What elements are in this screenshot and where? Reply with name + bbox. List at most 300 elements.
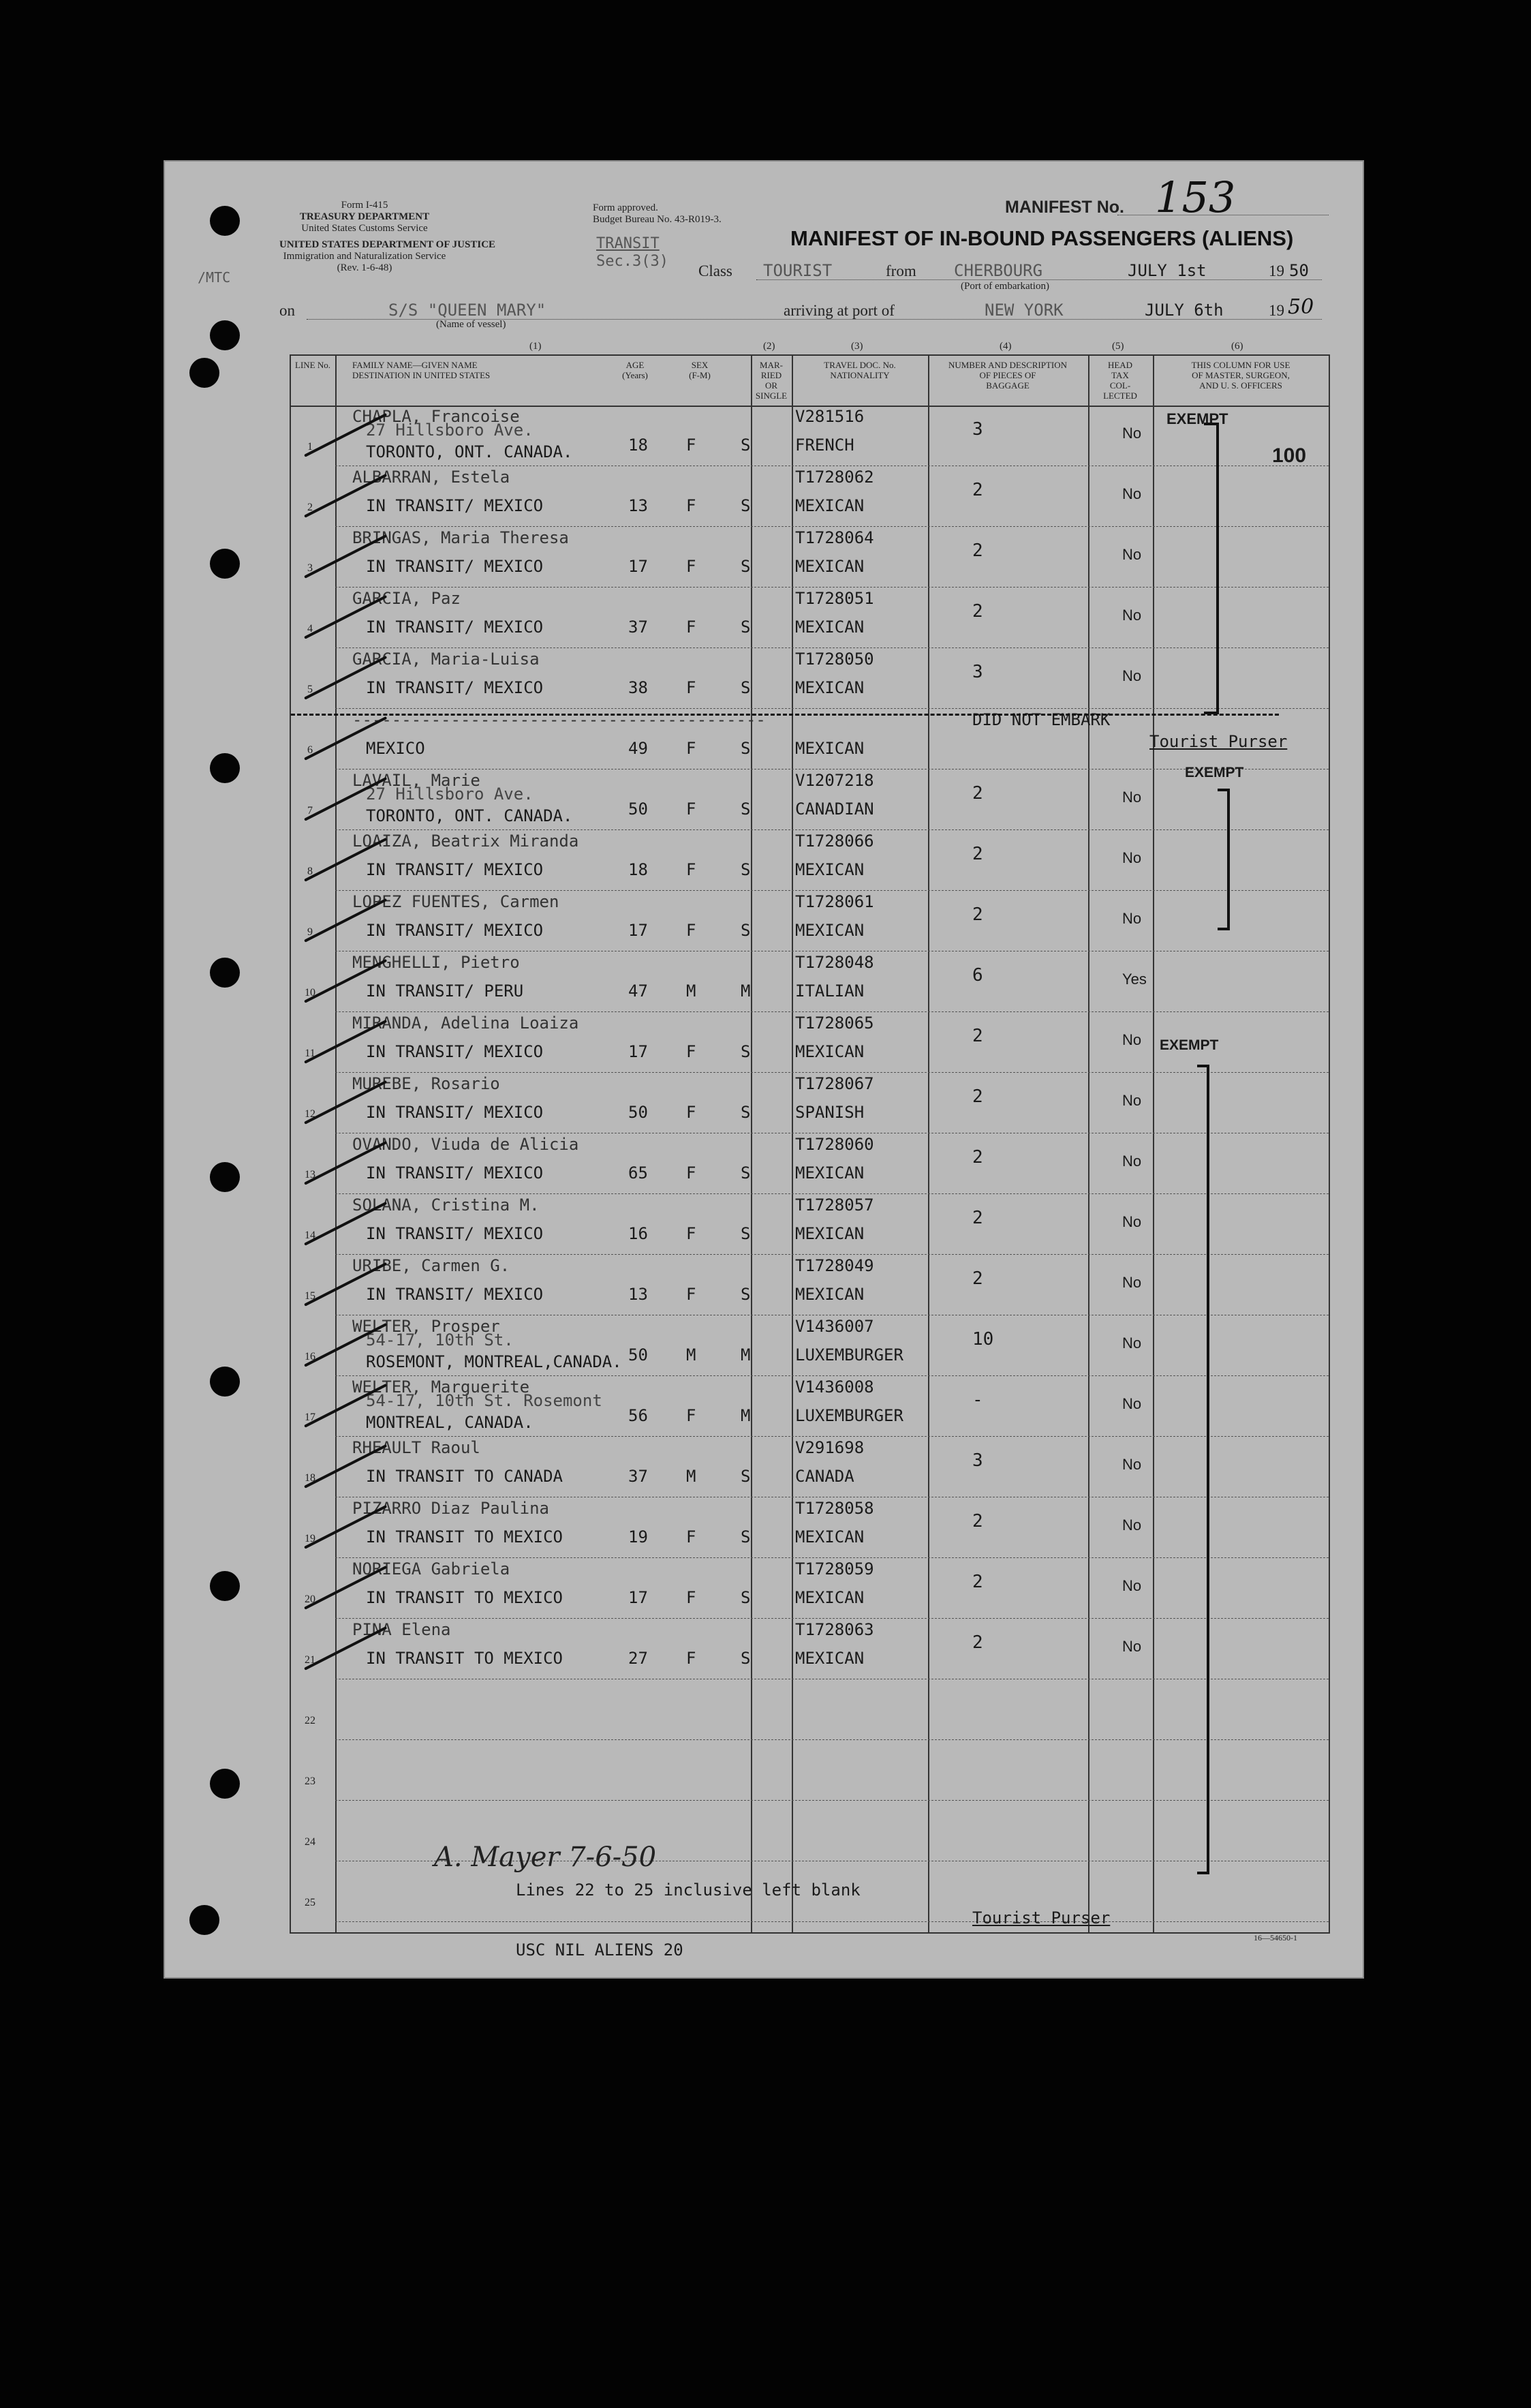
travel-document: T1728065 <box>795 1014 874 1033</box>
line-number: 5 <box>307 684 313 695</box>
marital-status: S <box>741 799 751 819</box>
age: 17 <box>628 921 648 940</box>
head-tax: No <box>1122 485 1142 502</box>
nationality: MEXICAN <box>795 1163 865 1183</box>
exempt-bracket <box>1218 789 1230 930</box>
passenger-name: PIZARRO Diaz Paulina <box>352 1499 549 1518</box>
baggage-count: 10 <box>972 1329 994 1350</box>
header-name: FAMILY NAME—GIVEN NAME DESTINATION IN UNITED STATES <box>352 360 491 380</box>
passenger-address: 54-17, 10th St. <box>366 1330 514 1350</box>
marital-status: S <box>741 1103 751 1122</box>
punch-hole <box>210 549 240 579</box>
sex: F <box>686 436 696 455</box>
marital-status: S <box>741 1527 751 1546</box>
destination: IN TRANSIT TO CANADA <box>366 1467 563 1486</box>
passenger-name: RHEAULT Raoul <box>352 1438 480 1457</box>
vessel-name: S/S "QUEEN MARY" <box>388 301 546 320</box>
table-row <box>291 1376 1329 1437</box>
destination: IN TRANSIT/ PERU <box>366 981 524 1001</box>
exempt-bracket <box>1197 1065 1209 1874</box>
line-number: 17 <box>305 1412 315 1423</box>
nationality: ITALIAN <box>795 981 865 1001</box>
travel-document: V1207218 <box>795 771 874 790</box>
baggage-count: 2 <box>972 1511 983 1531</box>
head-tax: No <box>1122 1274 1142 1291</box>
sail-date: JULY 1st <box>1128 261 1207 280</box>
age: 17 <box>628 1588 648 1607</box>
sex: F <box>686 1588 696 1607</box>
exempt-stamp: EXEMPT <box>1185 765 1244 780</box>
nationality: MEXICAN <box>795 921 865 940</box>
class-line <box>756 279 1322 280</box>
line-number: 16 <box>305 1351 315 1362</box>
age: 49 <box>628 739 648 758</box>
punch-hole <box>210 1769 240 1799</box>
punch-hole <box>210 958 240 988</box>
agency-line: Immigration and Naturalization Service <box>283 251 446 262</box>
passenger-name: GARCIA, Paz <box>352 589 461 608</box>
head-tax: No <box>1122 1577 1142 1594</box>
age: 18 <box>628 860 648 879</box>
exempt-stamp: EXEMPT <box>1160 1037 1219 1053</box>
line-number: 14 <box>305 1230 315 1241</box>
passenger-name: WELTER, Prosper <box>352 1317 500 1336</box>
nationality: MEXICAN <box>795 496 865 515</box>
table-row <box>291 1619 1329 1679</box>
manifest-number-label: MANIFEST No. <box>1005 198 1124 217</box>
passenger-name: BRINGAS, Maria Theresa <box>352 528 569 547</box>
travel-document: T1728066 <box>795 832 874 851</box>
handwritten-initials: A. Mayer 7-6-50 <box>434 1842 657 1873</box>
marital-status: S <box>741 1467 751 1486</box>
head-tax: No <box>1122 1213 1142 1230</box>
line-number: 13 <box>305 1169 315 1180</box>
baggage-count: 2 <box>972 904 983 925</box>
age: 50 <box>628 799 648 819</box>
destination: IN TRANSIT/ MEXICO <box>366 496 544 515</box>
on-label: on <box>279 302 295 319</box>
nationality: MEXICAN <box>795 1224 865 1243</box>
destination: IN TRANSIT/ MEXICO <box>366 557 544 576</box>
punch-hole <box>210 753 240 783</box>
table-row <box>291 1497 1329 1558</box>
baggage-count: 3 <box>972 662 983 682</box>
sex: M <box>686 1345 696 1365</box>
age: 37 <box>628 618 648 637</box>
agency-line: United States Customs Service <box>301 223 428 234</box>
header-head-tax: HEAD TAX COL- LECTED <box>1103 360 1137 401</box>
nationality: MEXICAN <box>795 1042 865 1061</box>
destination: IN TRANSIT/ MEXICO <box>366 860 544 879</box>
line-number: 8 <box>307 866 313 877</box>
baggage-count: 2 <box>972 1147 983 1168</box>
port-caption: (Port of embarkation) <box>961 281 1049 292</box>
table-row <box>291 1073 1329 1133</box>
punch-hole <box>189 358 219 388</box>
line-number: 23 <box>305 1775 315 1787</box>
marital-status: S <box>741 1649 751 1668</box>
sex: F <box>686 557 696 576</box>
line-number: 15 <box>305 1290 315 1302</box>
nationality: LUXEMBURGER <box>795 1406 903 1425</box>
marital-status: S <box>741 557 751 576</box>
nationality: MEXICAN <box>795 1527 865 1546</box>
manifest-sheet <box>164 160 1364 1979</box>
baggage-count: 3 <box>972 419 983 440</box>
sex: F <box>686 1406 696 1425</box>
punch-hole <box>210 1367 240 1397</box>
table-row <box>291 588 1329 648</box>
passenger-name: LAVAIL, Marie <box>352 771 480 790</box>
age: 56 <box>628 1406 648 1425</box>
head-tax: No <box>1122 910 1142 927</box>
travel-document: T1728048 <box>795 953 874 972</box>
line-number: 3 <box>307 562 313 574</box>
count-100: 100 <box>1272 444 1307 467</box>
table-row <box>291 527 1329 588</box>
head-tax: No <box>1122 546 1142 563</box>
column-number: (3) <box>851 341 863 352</box>
destination: TORONTO, ONT. CANADA. <box>366 442 573 461</box>
table-row <box>291 830 1329 891</box>
destination: IN TRANSIT/ MEXICO <box>366 678 544 697</box>
travel-document: V291698 <box>795 1438 865 1457</box>
travel-document: T1728060 <box>795 1135 874 1154</box>
head-tax: No <box>1122 1335 1142 1352</box>
travel-document: T1728063 <box>795 1620 874 1639</box>
nationality: MEXICAN <box>795 678 865 697</box>
transit-section: Sec.3(3) <box>596 253 668 270</box>
punch-hole <box>210 1571 240 1601</box>
passenger-name: MENGHELLI, Pietro <box>352 953 520 972</box>
head-tax: No <box>1122 1638 1142 1655</box>
head-tax: No <box>1122 789 1142 806</box>
head-tax: No <box>1122 849 1142 866</box>
destination: IN TRANSIT/ MEXICO <box>366 1163 544 1183</box>
head-tax: No <box>1122 607 1142 624</box>
head-tax: No <box>1122 1395 1142 1412</box>
destination: IN TRANSIT/ MEXICO <box>366 921 544 940</box>
travel-document: V1436007 <box>795 1317 874 1336</box>
class-label: Class <box>698 262 732 279</box>
head-tax: No <box>1122 1456 1142 1473</box>
marital-status: S <box>741 1224 751 1243</box>
age: 37 <box>628 1467 648 1486</box>
marital-status: S <box>741 678 751 697</box>
nationality: MEXICAN <box>795 1588 865 1607</box>
line-number: 20 <box>305 1594 315 1605</box>
travel-document: V281516 <box>795 407 865 426</box>
sex: F <box>686 1224 696 1243</box>
passenger-address: 27 Hillsboro Ave. <box>366 421 533 440</box>
marital-status: S <box>741 1163 751 1183</box>
destination: IN TRANSIT TO MEXICO <box>366 1649 563 1668</box>
age: 13 <box>628 1285 648 1304</box>
age: 13 <box>628 496 648 515</box>
sex: F <box>686 921 696 940</box>
age: 17 <box>628 557 648 576</box>
age: 18 <box>628 436 648 455</box>
marital-status: S <box>741 1588 751 1607</box>
totals-line: USC NIL ALIENS 20 <box>516 1940 683 1960</box>
line-number: 10 <box>305 987 315 999</box>
margin-note: /MTC <box>198 269 231 286</box>
approval-line: Budget Bureau No. 43-R019-3. <box>593 214 722 225</box>
sex: F <box>686 678 696 697</box>
vessel-caption: (Name of vessel) <box>436 319 506 330</box>
head-tax: No <box>1122 1153 1142 1170</box>
age: 65 <box>628 1163 648 1183</box>
nationality: MEXICAN <box>795 557 865 576</box>
column-number: (4) <box>1000 341 1012 352</box>
passenger-name: URIBE, Carmen G. <box>352 1256 510 1275</box>
age: 27 <box>628 1649 648 1668</box>
nationality: MEXICAN <box>795 618 865 637</box>
baggage-count: 6 <box>972 965 983 986</box>
form-department-header <box>279 239 496 274</box>
nationality: MEXICAN <box>795 1285 865 1304</box>
form-agency-header <box>279 200 450 234</box>
line-number: 22 <box>305 1715 315 1726</box>
nationality: FRENCH <box>795 436 854 455</box>
passenger-name: CHAPLA, Francoise <box>352 407 520 426</box>
passenger-name: PINA Elena <box>352 1620 451 1639</box>
destination: IN TRANSIT TO MEXICO <box>366 1588 563 1607</box>
line-number: 25 <box>305 1897 315 1908</box>
sex: F <box>686 739 696 758</box>
marital-status: S <box>741 618 751 637</box>
class-value: TOURIST <box>763 261 833 280</box>
travel-document: T1728061 <box>795 892 874 911</box>
destination: IN TRANSIT/ MEXICO <box>366 1042 544 1061</box>
approval-line: Form approved. <box>593 202 658 213</box>
column-number: (5) <box>1112 341 1124 352</box>
punch-hole <box>210 206 240 236</box>
age: 17 <box>628 1042 648 1061</box>
table-row <box>291 1437 1329 1497</box>
sex: F <box>686 1285 696 1304</box>
baggage-count: 2 <box>972 1026 983 1046</box>
header-baggage: NUMBER AND DESCRIPTION OF PIECES OF BAGGAGE <box>948 360 1068 391</box>
exempt-stamp: EXEMPT <box>1166 410 1228 427</box>
table-row <box>291 951 1329 1012</box>
destination: IN TRANSIT/ MEXICO <box>366 618 544 637</box>
age: 38 <box>628 678 648 697</box>
column-number: (1) <box>529 341 542 352</box>
nationality: MEXICAN <box>795 860 865 879</box>
marital-status: S <box>741 436 751 455</box>
baggage-count: 2 <box>972 1572 983 1592</box>
passenger-name: LOAIZA, Beatrix Miranda <box>352 832 579 851</box>
baggage-count: 2 <box>972 783 983 804</box>
line-number: 11 <box>305 1048 315 1059</box>
tourist-purser-signature: Tourist Purser <box>972 1908 1111 1927</box>
travel-document: T1728058 <box>795 1499 874 1518</box>
marital-status: S <box>741 1285 751 1304</box>
table-row <box>291 1740 1329 1801</box>
year-prefix: 19 <box>1269 262 1284 279</box>
sail-year: 50 <box>1289 261 1309 280</box>
marital-status: S <box>741 496 751 515</box>
destination: TORONTO, ONT. CANADA. <box>366 806 573 825</box>
table-row <box>291 1255 1329 1315</box>
destination: MEXICO <box>366 739 425 758</box>
travel-document: DID NOT EMBARK <box>972 710 1111 729</box>
manifest-number: 153 <box>1155 172 1236 222</box>
table-row <box>291 1558 1329 1619</box>
line-number: 4 <box>307 623 313 635</box>
sex: M <box>686 1467 696 1486</box>
line-number: 19 <box>305 1533 315 1544</box>
header-sex: SEX (F-M) <box>689 360 711 380</box>
head-tax: No <box>1122 1517 1142 1534</box>
column-number: (2) <box>763 341 775 352</box>
sex: F <box>686 1103 696 1122</box>
table-row <box>291 1315 1329 1376</box>
passenger-name: MUREBE, Rosario <box>352 1074 500 1093</box>
destination: IN TRANSIT/ MEXICO <box>366 1224 544 1243</box>
passenger-name: SOLANA, Cristina M. <box>352 1195 540 1215</box>
age: 16 <box>628 1224 648 1243</box>
table-row <box>291 466 1329 527</box>
header-age: AGE (Years) <box>622 360 648 380</box>
exempt-bracket <box>1204 423 1219 714</box>
arrival-date: JULY 6th <box>1145 301 1224 320</box>
table-row <box>291 891 1329 951</box>
travel-document: V1436008 <box>795 1377 874 1397</box>
age: 50 <box>628 1103 648 1122</box>
destination: IN TRANSIT/ MEXICO <box>366 1103 544 1122</box>
baggage-count: 2 <box>972 601 983 622</box>
baggage-count: 3 <box>972 1450 983 1471</box>
table-row <box>291 1194 1329 1255</box>
nationality: SPANISH <box>795 1103 865 1122</box>
agency-line: UNITED STATES DEPARTMENT OF JUSTICE <box>279 239 496 250</box>
line-number: 2 <box>307 502 313 513</box>
passenger-address: 27 Hillsboro Ave. <box>366 784 533 804</box>
passenger-name: MIRANDA, Adelina Loaiza <box>352 1014 579 1033</box>
sex: F <box>686 799 696 819</box>
sex: F <box>686 496 696 515</box>
marital-status: M <box>741 1345 751 1365</box>
punch-hole <box>210 1162 240 1192</box>
line-number: 9 <box>307 926 313 938</box>
marital-status: S <box>741 860 751 879</box>
travel-document: T1728067 <box>795 1074 874 1093</box>
sex: M <box>686 981 696 1001</box>
marital-status: S <box>741 921 751 940</box>
vessel-line <box>307 319 1322 320</box>
marital-status: S <box>741 739 751 758</box>
travel-document: T1728049 <box>795 1256 874 1275</box>
manifest-title: MANIFEST OF IN-BOUND PASSENGERS (ALIENS) <box>790 226 1294 250</box>
table-row <box>291 1679 1329 1740</box>
line-number: 24 <box>305 1836 315 1848</box>
travel-document: T1728050 <box>795 650 874 669</box>
lines-blank-note: Lines 22 to 25 inclusive left blank <box>516 1880 861 1900</box>
head-tax: No <box>1122 667 1142 684</box>
line-number: 18 <box>305 1472 315 1484</box>
baggage-count: 2 <box>972 844 983 864</box>
head-tax: Yes <box>1122 971 1147 988</box>
destination: IN TRANSIT TO MEXICO <box>366 1527 563 1546</box>
age: 19 <box>628 1527 648 1546</box>
sex: F <box>686 860 696 879</box>
baggage-count: - <box>972 1390 983 1410</box>
header-married: MAR- RIED OR SINGLE <box>755 360 788 401</box>
age: 47 <box>628 981 648 1001</box>
destination: MONTREAL, CANADA. <box>366 1413 533 1432</box>
sex: F <box>686 618 696 637</box>
transit-stamp <box>596 235 668 271</box>
marital-status: M <box>741 981 751 1001</box>
table-row <box>291 648 1329 709</box>
baggage-count: 2 <box>972 1208 983 1228</box>
destination: IN TRANSIT/ MEXICO <box>366 1285 544 1304</box>
punch-hole <box>210 320 240 350</box>
line-number: 7 <box>307 805 313 817</box>
arrival-port: NEW YORK <box>985 301 1064 320</box>
arrival-year: 50 <box>1288 295 1314 319</box>
revision-date: (Rev. 1-6-48) <box>337 262 392 273</box>
column-number: (6) <box>1231 341 1243 352</box>
head-tax: No <box>1122 1031 1142 1048</box>
baggage-count: 2 <box>972 1632 983 1653</box>
transit-label: TRANSIT <box>596 235 660 252</box>
line-number: 21 <box>305 1654 315 1666</box>
line-number: 12 <box>305 1108 315 1120</box>
header-line-no: LINE No. <box>295 360 330 370</box>
line-number: 1 <box>307 441 313 453</box>
head-tax: No <box>1122 1092 1142 1109</box>
line-number: 6 <box>307 744 313 756</box>
arriving-label: arriving at port of <box>784 302 895 319</box>
form-number: Form I-415 <box>341 200 388 211</box>
nationality: CANADA <box>795 1467 854 1486</box>
embarkation-port: CHERBOURG <box>954 261 1043 280</box>
travel-document: T1728064 <box>795 528 874 547</box>
passenger-name: LOPEZ FUENTES, Carmen <box>352 892 559 911</box>
tourist-purser-signature: Tourist Purser <box>1149 732 1288 751</box>
passenger-address: 54-17, 10th St. Rosemont <box>366 1391 602 1410</box>
agency-line: TREASURY DEPARTMENT <box>299 211 430 222</box>
destination: ROSEMONT, MONTREAL,CANADA. <box>366 1352 622 1371</box>
baggage-count: 2 <box>972 1268 983 1289</box>
passenger-name: OVANDO, Viuda de Alicia <box>352 1135 579 1154</box>
header-officers: THIS COLUMN FOR USE OF MASTER, SURGEON, AND U. S. OFFICERS <box>1191 360 1290 391</box>
travel-document: T1728051 <box>795 589 874 608</box>
passenger-name: WELTER, Marguerite <box>352 1377 530 1397</box>
passenger-name: GARCIA, Maria-Luisa <box>352 650 540 669</box>
punch-hole <box>189 1905 219 1935</box>
age: 50 <box>628 1345 648 1365</box>
row-rule <box>335 1921 1329 1922</box>
marital-status: S <box>741 1042 751 1061</box>
baggage-count: 2 <box>972 540 983 561</box>
nationality: MEXICAN <box>795 739 865 758</box>
travel-document: T1728062 <box>795 468 874 487</box>
travel-document: T1728059 <box>795 1559 874 1579</box>
passenger-name: NORIEGA Gabriela <box>352 1559 510 1579</box>
nationality: LUXEMBURGER <box>795 1345 903 1365</box>
from-label: from <box>886 262 916 279</box>
passenger-name: ALBARRAN, Estela <box>352 468 510 487</box>
sex: F <box>686 1649 696 1668</box>
head-tax: No <box>1122 425 1142 442</box>
header-travel-doc: TRAVEL DOC. No. NATIONALITY <box>824 360 896 380</box>
sex: F <box>686 1527 696 1546</box>
approval-block <box>593 202 722 226</box>
